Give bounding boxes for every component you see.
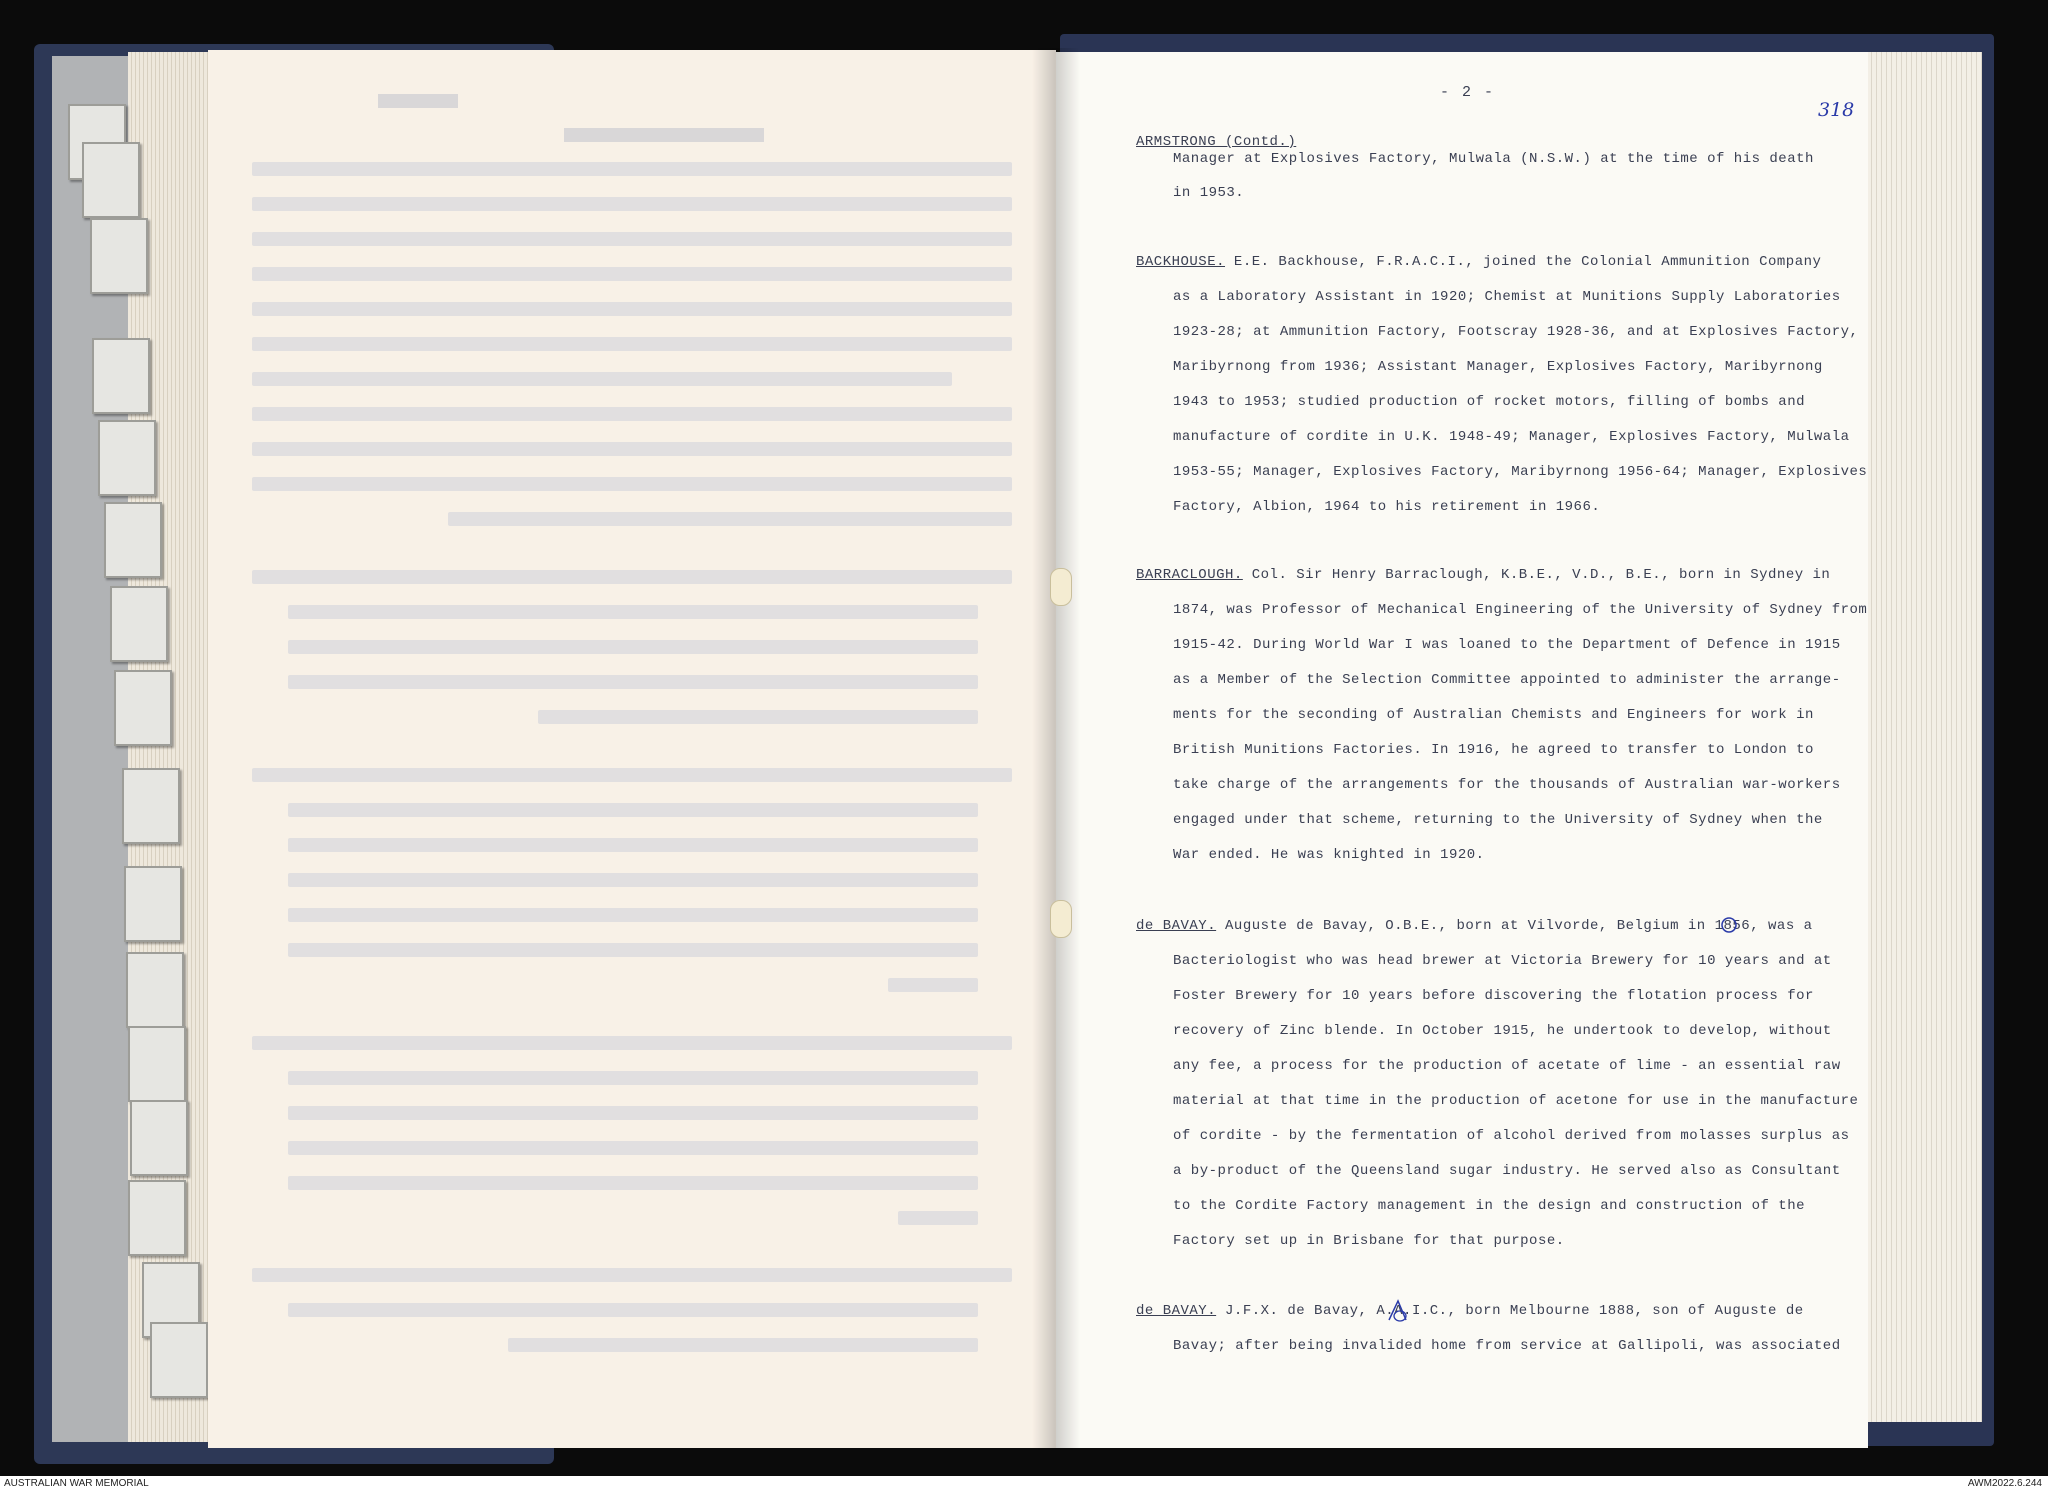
entry-name-armstrong: ARMSTRONG (Contd.)	[1136, 134, 1297, 150]
index-tab	[124, 866, 182, 942]
entry-name-barraclough: BARRACLOUGH.	[1136, 567, 1243, 583]
pen-correction-mark	[1386, 1298, 1414, 1324]
text-line: take charge of the arrangements for the thousands of Australian war-workers	[1173, 777, 1841, 793]
index-tab	[128, 1180, 186, 1256]
text-line: in 1953.	[1173, 185, 1245, 201]
text-line: Manager at Explosives Factory, Mulwala (N.S.W.) at the time of his death	[1173, 151, 1814, 167]
text-line: Bavay; after being invalided home from service at Gallipoli, was associated	[1173, 1338, 1841, 1354]
index-tab	[90, 218, 148, 294]
index-tab	[92, 338, 150, 414]
page-number: - 2 -	[1440, 84, 1496, 101]
text-line: 1953-55; Manager, Explosives Factory, Maribyrnong 1956-64; Manager, Explosives	[1173, 464, 1868, 480]
text-line: Foster Brewery for 10 years before discovering the flotation process for	[1173, 988, 1814, 1004]
text-line: material at that time in the production of acetone for use in the manufacture	[1173, 1093, 1859, 1109]
entry-name-de-bavay-jfx: de BAVAY.	[1136, 1303, 1217, 1319]
text-line: of cordite - by the fermentation of alcohol derived from molasses surplus as	[1173, 1128, 1850, 1144]
text-line: J.F.X. de Bavay, A.A.I.C., born Melbourne 1888, son of Auguste de	[1225, 1303, 1804, 1319]
index-tab	[114, 670, 172, 746]
pen-correction-mark	[1718, 915, 1740, 935]
text-line: a by-product of the Queensland sugar industry. He served also as Consultant	[1173, 1163, 1841, 1179]
text-line: recovery of Zinc blende. In October 1915, he undertook to develop, without	[1173, 1023, 1832, 1039]
text-line: ments for the seconding of Australian Chemists and Engineers for work in	[1173, 707, 1814, 723]
text-line: 1943 to 1953; studied production of rocket motors, filling of bombs and	[1173, 394, 1805, 410]
text-line: War ended. He was knighted in 1920.	[1173, 847, 1485, 863]
text-line: Factory set up in Brisbane for that purpose.	[1173, 1233, 1565, 1249]
index-tab	[130, 1100, 188, 1176]
text-line: British Munitions Factories. In 1916, he agreed to transfer to London to	[1173, 742, 1814, 758]
entry-barraclough-first-line	[1136, 558, 1830, 592]
entry-name-backhouse: BACKHOUSE.	[1136, 254, 1226, 270]
entry-de-bavay-first-line	[1136, 909, 1813, 943]
index-tab	[122, 768, 180, 844]
text-line: Maribyrnong from 1936; Assistant Manager, Explosives Factory, Maribyrnong	[1173, 359, 1823, 375]
text-line: Bacteriologist who was head brewer at Victoria Brewery for 10 years and at	[1173, 953, 1832, 969]
index-tab	[104, 502, 162, 578]
text-line: 1915-42. During World War I was loaned to the Department of Defence in 1915	[1173, 637, 1841, 653]
text-line: manufacture of cordite in U.K. 1948-49; Manager, Explosives Factory, Mulwala	[1173, 429, 1850, 445]
text-line: 1874, was Professor of Mechanical Engineering of the University of Sydney from	[1173, 602, 1868, 618]
handwritten-folio-number: 318	[1818, 99, 1855, 121]
binding-tab	[1050, 568, 1072, 606]
index-tab	[126, 952, 184, 1028]
text-line: engaged under that scheme, returning to the University of Sydney when the	[1173, 812, 1823, 828]
page-stack-right	[1862, 52, 1982, 1422]
footer-institution: AUSTRALIAN WAR MEMORIAL	[4, 1478, 149, 1489]
binding-tab	[1050, 900, 1072, 938]
text-line: as a Laboratory Assistant in 1920; Chemist at Munitions Supply Laboratories	[1173, 289, 1841, 305]
entry-backhouse-first-line	[1136, 245, 1821, 279]
index-tab	[98, 420, 156, 496]
index-tab	[128, 1026, 186, 1102]
text-line: Col. Sir Henry Barraclough, K.B.E., V.D., B.E., born in Sydney in	[1251, 567, 1831, 583]
entry-name-de-bavay: de BAVAY.	[1136, 918, 1217, 934]
text-line: as a Member of the Selection Committee appointed to administer the arrange-	[1173, 672, 1841, 688]
text-line: Factory, Albion, 1964 to his retirement in 1966.	[1173, 499, 1601, 515]
text-line: E.E. Backhouse, F.R.A.C.I., joined the Colonial Ammunition Company	[1233, 254, 1822, 270]
text-line: to the Cordite Factory management in the design and construction of the	[1173, 1198, 1805, 1214]
text-line: any fee, a process for the production of acetate of lime - an essential raw	[1173, 1058, 1841, 1074]
footer-reference: AWM2022.6.244	[1967, 1478, 2042, 1489]
index-tab	[82, 142, 140, 218]
left-page-show-through	[208, 50, 1056, 1448]
entry-de-bavay-jfx-first-line	[1136, 1294, 1804, 1328]
index-tab	[150, 1322, 208, 1398]
index-tab	[110, 586, 168, 662]
text-line: Auguste de Bavay, O.B.E., born at Vilvorde, Belgium in 1856, was a	[1225, 918, 1813, 934]
book-gutter	[1032, 48, 1080, 1450]
text-line: 1923-28; at Ammunition Factory, Footscray 1928-36, and at Explosives Factory,	[1173, 324, 1859, 340]
